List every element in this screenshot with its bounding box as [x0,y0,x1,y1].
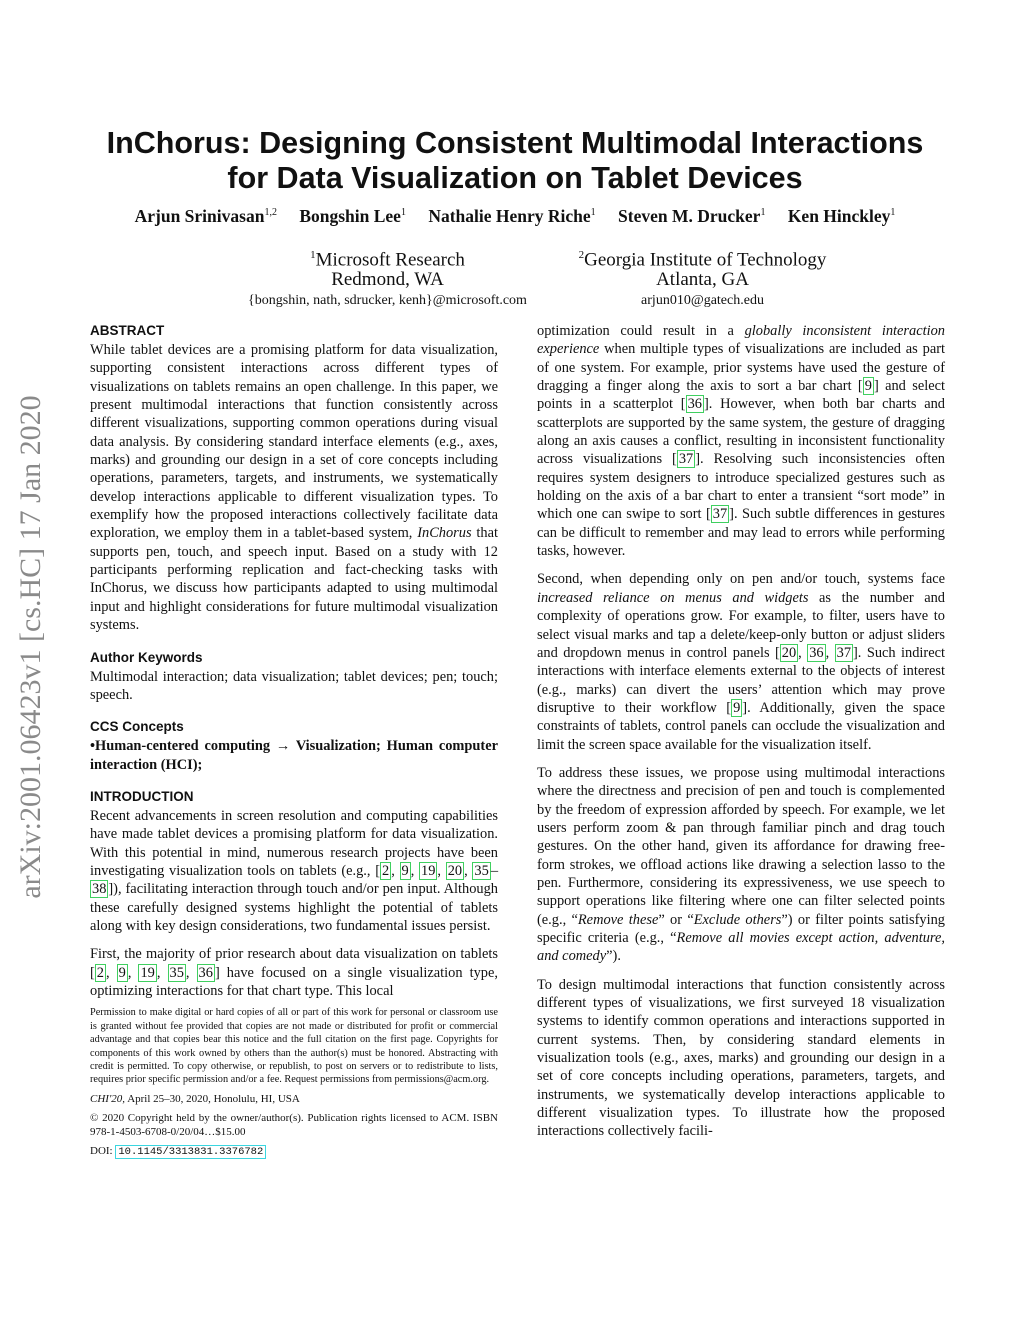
right-paragraph-4: To design multimodal interactions that function consistently across different types of visualizations, we first surveyed 18 visualization systems to identify common operations and interactions supported in current systems. Then, by considering standard elements in visualization tools (e.g., axes, marks) and grounding our design in a set of core concepts including operations, parameters, targets, and instruments, we systematically develop interactions applicable to different visualization types. To illustrate how the proposed interactions collectively facili- [537,976,945,1140]
keywords-section [90,649,498,705]
citation-link[interactable]: 9 [864,378,872,395]
left-column [90,322,498,1165]
citation-link[interactable]: 9 [118,964,126,981]
citation-link[interactable]: 20 [781,644,797,661]
intro-paragraph-2: First, the majority of prior research about data visualization on tablets [ 2 , 9 , 19 , 35 , 36 ] have focused on a single visualization type, optimizing interactions for that chart type. This local [90,946,498,999]
ccs-heading: CCS Concepts [90,719,184,735]
title-line-1: InChorus: Designing Consistent Multimodal Interactions [106,126,924,160]
abstract-section [90,322,498,635]
citation-link[interactable]: 9 [401,862,409,879]
citation-link[interactable]: 36 [687,396,702,413]
citation-link[interactable]: 2 [96,964,104,981]
intro-paragraph-1: Recent advancements in screen resolution and computing capabilities have made tablet devices a promising platform for data visualization. With this potential in mind, numerous research projects have been investigating visualization tools on tablets (e.g., [ 2 , 9 , 19 , 20 , 35 –38 ]), facilitating interaction through touch and/or pen input. Although these carefully designed systems highlight the potential of tablets along with key design considerations, two fundamental issues persist. [90,807,499,934]
paper-title [60,126,970,196]
author: Steven M. Drucker$^1$ [618,206,766,226]
citation-link[interactable]: 36 [809,644,824,661]
citation-link[interactable]: 35 [169,964,184,981]
permission-text: Permission to make digital or hard copies of all or part of this work for personal or classroom use is granted without fee provided that copies are not made or distributed for profit or commercial advantage and that copies bear this notice and the full citation on the first page. Copyrights for components of this work owned by others than the author(s) must be honored. Abstracting with credit is permitted. To copy otherwise, or republish, to post on servers or to redistribute to lists, requires prior specific permission and/or a fee. Request permissions from permissions@acm.org. [90,1007,498,1086]
author: Bongshin Lee$^1$ [299,206,406,226]
citation-link[interactable]: 35 [474,862,489,879]
right-column [537,322,945,1151]
arxiv-stamp: arXiv:2001.06423v1 [cs.HC] 17 Jan 2020 [14,395,47,899]
affiliation-georgia-tech: $^2$Georgia Institute of Technology Atlanta, GA arjun010@gatech.edu [560,245,845,312]
right-paragraph-2: Second, when depending only on pen and/or touch, systems face increased reliance on menus and widgets as the number and complexity of operations grow. For example, to filter, users have to select visual marks and tap a delete/keep-only button or adjust sliders and dropdown menus in control panels [ 20 , 36 , 37 ]. Such indirect interactions with interface elements external to the objects of interest (e.g., marks) can divert the users’ attention which may prove disruptive to their workflow [ 9 ]. Additionally, given the space constraints of tablets, control panels can occlude the visualization and limit the screen space available for the visualization itself. [537,571,945,753]
author: Arjun Srinivasan$^{1,2}$ [134,206,277,226]
citation-link[interactable]: 9 [733,699,741,716]
copyright-line: © 2020 Copyright held by the owner/author(s). Publication rights licensed to ACM. ISBN 978-1-4503-6708-0/20/04…$15.00 [90,1112,498,1138]
citation-link[interactable]: 19 [421,862,436,879]
introduction-section [90,788,498,1000]
author-list [60,206,970,227]
abstract-heading: ABSTRACT [90,323,165,338]
abstract-text: While tablet devices are a promising platform for data visualization, supporting consistent interactions across different types of visualizations on tablets remains an open challenge. In this paper, we present multimodal interactions that function consistently across different visualizations, supporting common operations during visual data analysis. By considering standard interface elements (e.g., axes, marks) and grounding our design in a set of core concepts including operations, parameters, targets, and instruments, we systematically develop interactions applicable to different visualization types. To exemplify how the proposed interactions collectively facilitate data exploration, we employ them in a tablet-based system, InChorus that supports pen, touch, and speech input. Based on a study with 12 participants performing replication and fact-checking tasks with InChorus, we discuss how participants adapted to using multimodal input and highlight considerations for future multimodal visualization systems. [90,342,498,634]
ccs-section [90,718,498,774]
author: Nathalie Henry Riche$^1$ [428,206,596,226]
citation-link[interactable]: 2 [381,862,390,879]
author: Ken Hinckley$^1$ [787,206,896,226]
title-line-2: for Data Visualization on Tablet Devices [227,161,803,195]
permission-block [90,1006,498,1159]
citation-link[interactable]: 37 [836,644,852,661]
doi-line: DOI: 10.1145/3313831.3376782 [90,1145,498,1159]
citation-link[interactable]: 20 [447,862,463,879]
citation-link[interactable]: 19 [140,964,155,981]
citation-link[interactable]: 38 [92,881,107,898]
keywords-text: Multimodal interaction; data visualization; tablet devices; pen; touch; speech. [90,668,498,703]
doi-link[interactable]: 10.1145/3313831.3376782 [115,1145,266,1159]
keywords-heading: Author Keywords [90,649,203,665]
citation-link[interactable]: 37 [712,506,728,523]
right-paragraph-1: optimization could result in a globally inconsistent interaction experience when multiple types of visualizations are included as part of one system. For example, prior systems have used the gesture of dragging a finger along the axis to sort a bar chart [ 9 ] and select points in a scatterplot [ 36 ]. However, when both bar charts and scatterplots are supported by the same system, the gesture of dragging along an axis causes a conflict, resulting in inconsistent functionality across visualizations [ 37 ]. Resolving such inconsistencies often requires system designers to introduce specialized gestures such as holding on the axis of a bar chart to enter a transient “sort mode” in which one can swipe to sort [ 37 ]. Such subtle differences in gestures can be difficult to remember and may lead to errors while performing tasks, however. [537,323,945,560]
affiliation-microsoft: $^1$Microsoft Research Redmond, WA {bongshin, nath, sdrucker, kenh}@microsoft.com [220,245,555,312]
citation-link[interactable]: 36 [198,964,213,981]
right-paragraph-3: To address these issues, we propose using multimodal interactions where the directness and precision of pen and touch is complemented by the freedom of expression afforded by speech. For example, we let users perform zoom & pan through familiar pinch and drag touch gestures. On the other hand, given its affordance for drawing free-form strokes, we offload actions like drawing a selection lasso to the pen. Furthermore, considering its expressiveness, we use speech to support operations like filtering where one can filter selected points (e.g., “Remove these” or “Exclude others”) or filter points satisfying specific criteria (e.g., “Remove all movies except action, adventure, and comedy”). [537,764,945,965]
conference-line: CHI'20, April 25–30, 2020, Honolulu, HI, USA [90,1092,300,1105]
email: {bongshin, nath, sdrucker, kenh}@microsoft.com [248,293,527,309]
email: arjun010@gatech.edu [641,293,764,309]
introduction-heading: INTRODUCTION [90,788,194,804]
ccs-text: •Human-centered computing → Visualization; Human computer interaction (HCI); [90,738,498,773]
citation-link[interactable]: 37 [678,451,694,468]
